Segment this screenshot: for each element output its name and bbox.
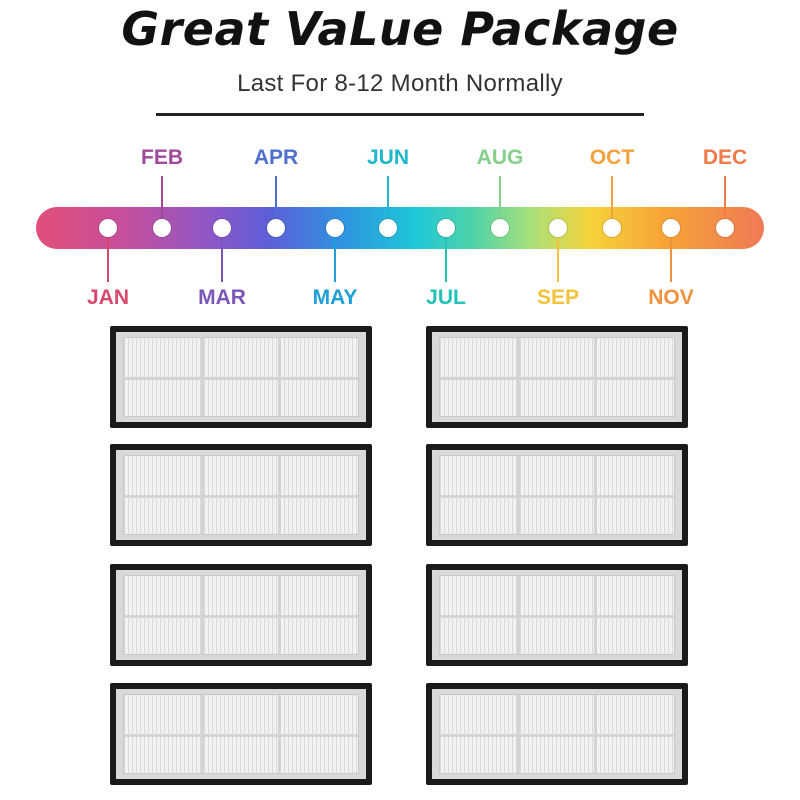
month-label-dec: DEC	[702, 146, 748, 169]
timeline-tick-aug	[499, 176, 501, 218]
hepa-filter	[110, 444, 372, 546]
timeline-tick-nov	[670, 238, 672, 282]
timeline-dot-jun	[379, 219, 397, 237]
filter-frame	[116, 450, 366, 540]
rainbow-timeline-bar	[36, 207, 764, 249]
filter-frame	[432, 332, 682, 422]
month-timeline	[0, 0, 800, 320]
filter-frame	[432, 450, 682, 540]
mesh-divider	[440, 615, 674, 618]
hepa-filter	[110, 683, 372, 785]
mesh-divider	[124, 734, 358, 737]
hepa-filter	[110, 326, 372, 428]
mesh-divider	[124, 495, 358, 498]
timeline-tick-jun	[387, 176, 389, 218]
filter-mesh	[123, 455, 359, 535]
timeline-dot-feb	[153, 219, 171, 237]
timeline-dot-jul	[437, 219, 455, 237]
month-label-oct: OCT	[589, 146, 635, 169]
timeline-tick-feb	[161, 176, 163, 218]
timeline-tick-may	[334, 238, 336, 282]
hepa-filter	[426, 564, 688, 666]
filter-mesh	[123, 694, 359, 774]
month-label-sep: SEP	[536, 286, 580, 309]
hepa-filter	[426, 444, 688, 546]
month-label-jan: JAN	[86, 286, 129, 309]
filter-mesh	[439, 694, 675, 774]
month-label-apr: APR	[253, 146, 299, 169]
filter-mesh	[123, 575, 359, 655]
timeline-dot-mar	[213, 219, 231, 237]
hepa-filter	[110, 564, 372, 666]
month-label-jun: JUN	[366, 146, 409, 169]
filter-mesh	[123, 337, 359, 417]
mesh-divider	[440, 377, 674, 380]
month-label-feb: FEB	[141, 146, 183, 169]
month-label-aug: AUG	[476, 146, 524, 169]
timeline-dot-may	[326, 219, 344, 237]
filter-frame	[116, 689, 366, 779]
timeline-tick-sep	[557, 238, 559, 282]
timeline-tick-apr	[275, 176, 277, 218]
filter-frame	[432, 689, 682, 779]
filter-mesh	[439, 455, 675, 535]
timeline-dot-nov	[662, 219, 680, 237]
timeline-dot-dec	[716, 219, 734, 237]
timeline-dot-oct	[603, 219, 621, 237]
timeline-dot-jan	[99, 219, 117, 237]
mesh-divider	[440, 734, 674, 737]
filter-mesh	[439, 575, 675, 655]
month-label-jul: JUL	[426, 286, 466, 309]
timeline-tick-oct	[611, 176, 613, 218]
hepa-filter	[426, 683, 688, 785]
filter-mesh	[439, 337, 675, 417]
timeline-dot-sep	[549, 219, 567, 237]
timeline-tick-dec	[724, 176, 726, 218]
timeline-dot-apr	[267, 219, 285, 237]
month-label-nov: NOV	[648, 286, 694, 309]
timeline-tick-mar	[221, 238, 223, 282]
mesh-divider	[440, 495, 674, 498]
mesh-divider	[124, 615, 358, 618]
filter-frame	[116, 332, 366, 422]
month-label-mar: MAR	[198, 286, 246, 309]
hepa-filter	[426, 326, 688, 428]
timeline-tick-jan	[107, 238, 109, 282]
timeline-dot-aug	[491, 219, 509, 237]
month-label-may: MAY	[312, 286, 358, 309]
page-title: Great VaLue Package	[121, 2, 679, 56]
mesh-divider	[124, 377, 358, 380]
page-subtitle: Last For 8-12 Month Normally	[237, 70, 563, 97]
filter-frame	[432, 570, 682, 660]
timeline-tick-jul	[445, 238, 447, 282]
filter-frame	[116, 570, 366, 660]
